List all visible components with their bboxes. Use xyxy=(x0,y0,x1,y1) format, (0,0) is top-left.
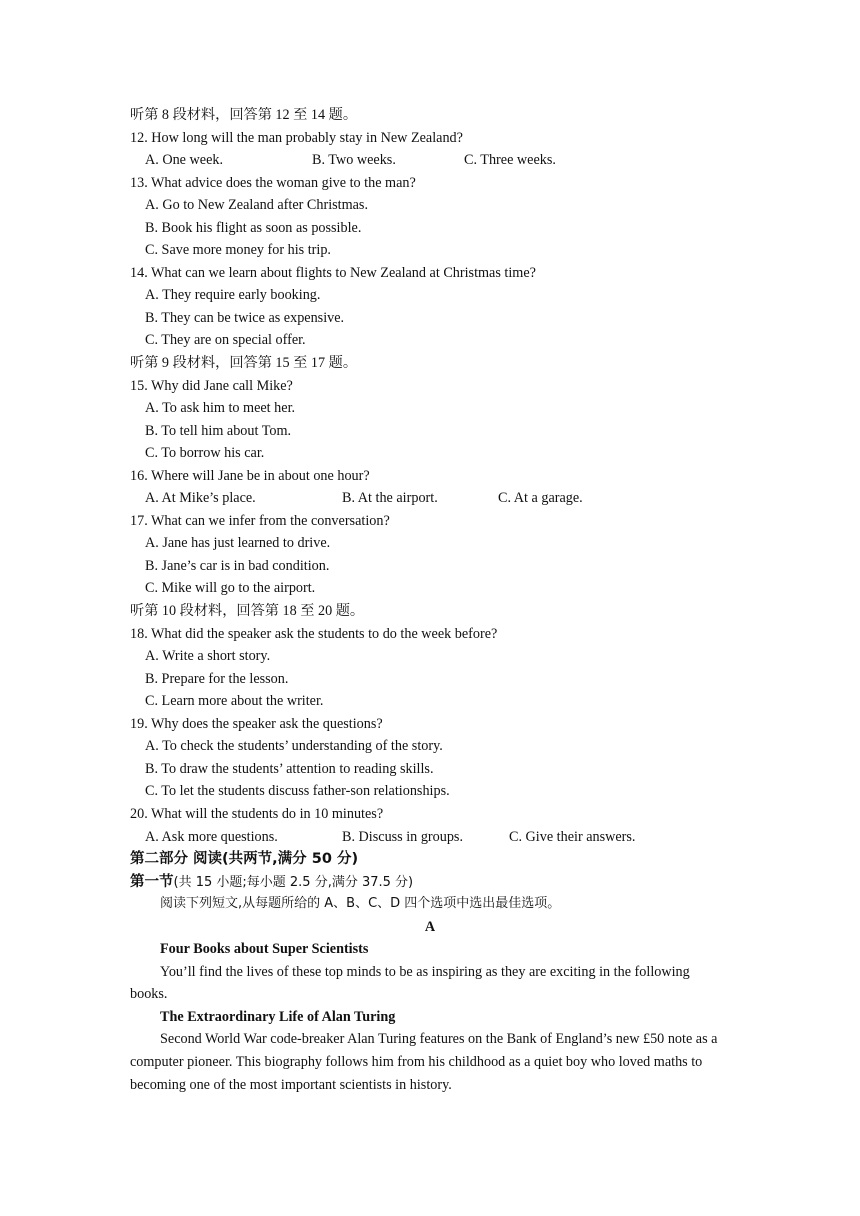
question-13: 13. What advice does the woman give to the man? xyxy=(130,174,416,191)
option-15b: B. To tell him about Tom. xyxy=(145,422,292,439)
option-12b: B. Two weeks. xyxy=(312,152,396,169)
option-18c: C. Learn more about the writer. xyxy=(145,693,324,710)
options-16 xyxy=(130,487,730,510)
option-19c: C. To let the students discuss father-son relationships. xyxy=(145,783,450,800)
option-12a: A. One week. xyxy=(145,152,224,169)
section-one-title xyxy=(130,871,730,894)
book-1-title: The Extraordinary Life of Alan Turing xyxy=(160,1008,396,1025)
option-19b: B. To draw the students’ attention to reading skills. xyxy=(145,760,434,777)
section-one-prefix: 第一节 xyxy=(130,873,174,890)
option-20c: C. Give their answers. xyxy=(509,828,636,845)
option-17b: B. Jane’s car is in bad condition. xyxy=(145,557,330,574)
option-16b: B. At the airport. xyxy=(342,490,438,507)
option-13a: A. Go to New Zealand after Christmas. xyxy=(145,197,368,214)
question-16: 16. Where will Jane be in about one hour? xyxy=(130,467,370,484)
option-18b: B. Prepare for the lesson. xyxy=(145,670,289,687)
option-15c: C. To borrow his car. xyxy=(145,445,265,462)
options-12 xyxy=(130,149,730,172)
option-14a: A. They require early booking. xyxy=(145,287,321,304)
question-17: 17. What can we infer from the conversation? xyxy=(130,512,390,529)
option-14c: C. They are on special offer. xyxy=(145,332,306,349)
question-18: 18. What did the speaker ask the students to do the week before? xyxy=(130,625,498,642)
option-16c: C. At a garage. xyxy=(498,490,583,507)
options-20 xyxy=(130,826,730,849)
option-20a: A. Ask more questions. xyxy=(145,828,278,845)
option-18a: A. Write a short story. xyxy=(145,648,271,665)
option-13c: C. Save more money for his trip. xyxy=(145,242,331,259)
option-12c: C. Three weeks. xyxy=(464,152,556,169)
question-20: 20. What will the students do in 10 minutes? xyxy=(130,805,384,822)
option-20b: B. Discuss in groups. xyxy=(342,828,463,845)
passage-intro: You’ll find the lives of these top minds to be as inspiring as they are exciting in the following books. xyxy=(130,963,690,1003)
question-12: 12. How long will the man probably stay in New Zealand? xyxy=(130,129,463,146)
question-14: 14. What can we learn about flights to New Zealand at Christmas time? xyxy=(130,264,536,281)
option-17c: C. Mike will go to the airport. xyxy=(145,580,316,597)
option-19a: A. To check the students’ understanding of the story. xyxy=(145,738,443,755)
reading-instructions: 阅读下列短文,从每题所给的 A、B、C、D 四个选项中选出最佳选项。 xyxy=(160,896,561,912)
option-15a: A. To ask him to meet her. xyxy=(145,400,296,417)
passage-title: Four Books about Super Scientists xyxy=(160,941,369,958)
part-two-title: 第二部分 阅读(共两节,满分 50 分) xyxy=(130,851,359,868)
section-header-9: 听第 9 段材料，回答第 15 至 17 题。 xyxy=(130,355,358,372)
book-1-text: Second World War code-breaker Alan Turing features on the Bank of England’s new £50 note as a computer pioneer. This biography follows him from his childhood as a quiet boy who loved maths to becoming one of the most important scientists in history. xyxy=(130,1031,718,1093)
option-16a: A. At Mike’s place. xyxy=(145,490,256,507)
option-13b: B. Book his flight as soon as possible. xyxy=(145,219,362,236)
section-one-detail: (共 15 小题;每小题 2.5 分,满分 37.5 分) xyxy=(173,874,414,890)
section-header-10: 听第 10 段材料，回答第 18 至 20 题。 xyxy=(130,603,365,620)
question-19: 19. Why does the speaker ask the questions? xyxy=(130,715,383,732)
option-14b: B. They can be twice as expensive. xyxy=(145,309,345,326)
question-15: 15. Why did Jane call Mike? xyxy=(130,377,293,394)
section-header-8: 听第 8 段材料，回答第 12 至 14 题。 xyxy=(130,107,358,123)
exam-page xyxy=(130,104,730,1096)
option-17a: A. Jane has just learned to drive. xyxy=(145,535,331,552)
passage-letter: A xyxy=(424,918,436,935)
